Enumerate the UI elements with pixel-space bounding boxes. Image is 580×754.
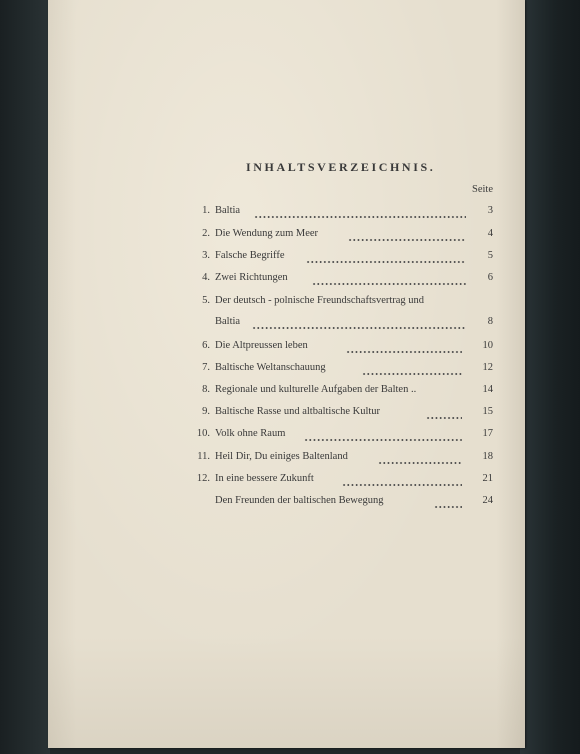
toc-entry-page: 10 — [482, 340, 493, 351]
toc-entry-page: 24 — [482, 495, 493, 506]
leader-dots — [362, 366, 462, 376]
toc-entry-page: 12 — [482, 362, 493, 373]
toc-entry-number: 7. — [202, 362, 210, 373]
toc-entry-number: 11. — [197, 451, 210, 462]
toc-entry-number: 4. — [202, 272, 210, 283]
toc-entry-number: 10. — [196, 428, 210, 439]
toc-entry-page: 18 — [482, 451, 493, 462]
toc-entry — [188, 406, 493, 422]
toc-entry-number: 3. — [202, 250, 210, 261]
toc-entry-number: 1. — [202, 205, 210, 216]
page-column-header: Seite — [472, 184, 493, 195]
toc-entry — [188, 228, 493, 244]
leader-dots — [252, 320, 466, 330]
toc-entry-label: Baltia — [215, 316, 241, 327]
toc-entry-label: Baltische Weltanschauung — [215, 362, 326, 373]
toc-entry-page: 15 — [482, 406, 493, 417]
leader-dots — [434, 499, 462, 509]
book-page — [48, 0, 525, 748]
toc-entry-page: 3 — [487, 205, 493, 216]
toc-entry — [188, 384, 493, 400]
toc-entry-page: 17 — [482, 428, 493, 439]
toc-entry — [188, 451, 493, 467]
leader-dots — [378, 455, 462, 465]
leader-dots — [306, 254, 466, 264]
toc-entry-number: 6. — [202, 340, 210, 351]
leader-dots — [346, 344, 462, 354]
toc-entry-label: Die Wendung zum Meer — [215, 228, 319, 239]
toc-entry-label: Baltische Rasse und altbaltische Kultur — [215, 406, 381, 417]
toc-entry-label: Die Altpreussen leben — [215, 340, 308, 351]
toc-entry — [188, 316, 493, 332]
leader-dots — [342, 477, 462, 487]
toc-entry-page: 4 — [487, 228, 493, 239]
leader-dots — [348, 232, 466, 242]
toc-entry — [188, 272, 493, 288]
toc-entry-page: 6 — [487, 272, 493, 283]
toc-entry-number: 9. — [202, 406, 210, 417]
toc-entry-label: In eine bessere Zukunft — [215, 473, 314, 484]
left-background — [0, 0, 50, 754]
toc-entry-number: 5. — [202, 295, 210, 306]
toc-entry-page: 5 — [487, 250, 493, 261]
toc-entry-label: Den Freunden der baltischen Bewegung — [215, 495, 384, 506]
toc-entry-label: Zwei Richtungen — [215, 272, 288, 283]
toc-entry — [188, 295, 493, 311]
toc-entry-label: Falsche Begriffe — [215, 250, 285, 261]
toc-entry-page: 8 — [487, 316, 493, 327]
toc-entry — [188, 362, 493, 378]
toc-entry — [188, 250, 493, 266]
leader-dots — [312, 276, 466, 286]
toc-entry-label: Der deutsch - polnische Freundschaftsvertrag und — [215, 295, 425, 306]
toc-entry-label: Baltia — [215, 205, 241, 216]
toc-entry-number: 12. — [196, 473, 210, 484]
toc-entry — [188, 428, 493, 444]
toc-entry-label: Heil Dir, Du einiges Baltenland — [215, 451, 348, 462]
toc-title: INHALTSVERZEICHNIS. — [246, 160, 436, 174]
toc-entry-page: 14 — [482, 384, 493, 395]
toc-entry-number: 2. — [202, 228, 210, 239]
toc-entry — [188, 473, 493, 489]
toc-entry-label: Regionale und kulturelle Aufgaben der Balten .. — [215, 384, 417, 395]
toc-entry — [188, 495, 493, 511]
right-background — [520, 0, 580, 754]
toc-entry-number: 8. — [202, 384, 210, 395]
toc-entry — [188, 340, 493, 356]
toc-entry-label: Volk ohne Raum — [215, 428, 286, 439]
toc-entry-page: 21 — [482, 473, 493, 484]
leader-dots — [254, 209, 466, 219]
toc-entry — [188, 205, 493, 221]
leader-dots — [426, 410, 462, 420]
leader-dots — [304, 432, 462, 442]
